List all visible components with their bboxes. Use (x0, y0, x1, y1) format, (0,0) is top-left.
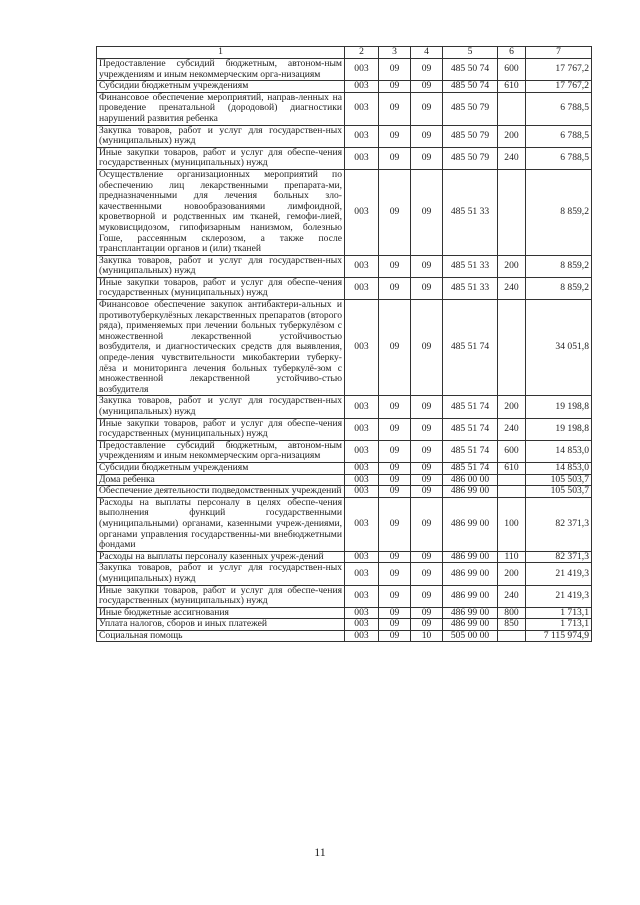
amount-cell: 82 371,3 (526, 497, 592, 551)
subsection-cell: 09 (411, 169, 443, 255)
target-article-cell: 485 50 74 (443, 59, 498, 81)
amount-cell: 14 853,0 (526, 440, 592, 462)
amount-cell: 1 713,1 (526, 607, 592, 619)
row-name-cell: Финансовое обеспечение мероприятий, направ-ленных на проведение пренатальной (дородовой) диагностики нарушений развития ребенка (97, 92, 345, 125)
code-cell: 003 (345, 440, 379, 462)
amount-cell: 17 767,2 (526, 81, 592, 93)
target-article-cell: 485 51 74 (443, 440, 498, 462)
target-article-cell: 485 51 33 (443, 277, 498, 299)
row-name-cell: Дома ребенка (97, 474, 345, 486)
column-number-header: 3 (379, 47, 411, 59)
code-cell: 003 (345, 125, 379, 147)
row-name-cell: Осуществление организационных мероприятий по обеспечению лиц лекарственными препарата-ми, предназначенными для лечения больных зло-качественными новообразованиями лимфоидной, кроветворной и родственных им тканей, гемофи-лией, муковисцидозом, гипофизарным нанизмом, болезнью Гоше, рассеянным склерозом, а также после трансплантации органов и (или) тканей (97, 169, 345, 255)
row-name-cell: Закупка товаров, работ и услуг для государствен-ных (муниципальных) нужд (97, 125, 345, 147)
table-row (97, 619, 592, 631)
section-cell: 09 (379, 619, 411, 631)
subsection-cell: 09 (411, 462, 443, 474)
section-cell: 09 (379, 563, 411, 585)
target-article-cell: 486 99 00 (443, 585, 498, 607)
code-cell: 003 (345, 59, 379, 81)
row-name-cell: Субсидии бюджетным учреждениям (97, 81, 345, 93)
target-article-cell: 485 51 74 (443, 396, 498, 418)
section-cell: 09 (379, 125, 411, 147)
target-article-cell: 485 50 79 (443, 92, 498, 125)
table-row (97, 462, 592, 474)
expense-type-cell: 610 (498, 81, 526, 93)
code-cell: 003 (345, 474, 379, 486)
amount-cell: 105 503,7 (526, 486, 592, 498)
expense-type-cell: 240 (498, 277, 526, 299)
amount-cell: 34 051,8 (526, 300, 592, 396)
table-row (97, 81, 592, 93)
section-cell: 09 (379, 92, 411, 125)
expense-type-cell (498, 169, 526, 255)
row-name-cell: Социальная помощь (97, 630, 345, 642)
code-cell: 003 (345, 630, 379, 642)
code-cell: 003 (345, 92, 379, 125)
subsection-cell: 09 (411, 497, 443, 551)
code-cell: 003 (345, 497, 379, 551)
amount-cell: 17 767,2 (526, 59, 592, 81)
subsection-cell: 09 (411, 255, 443, 277)
section-cell: 09 (379, 81, 411, 93)
table-row (97, 255, 592, 277)
row-name-cell: Предоставление субсидий бюджетным, автоном-ным учреждениям и иным некоммерческим орга-низациям (97, 59, 345, 81)
row-name-cell: Иные закупки товаров, работ и услуг для обеспе-чения государственных (муниципальных) нужд (97, 147, 345, 169)
expense-type-cell: 200 (498, 396, 526, 418)
subsection-cell: 09 (411, 125, 443, 147)
section-cell: 09 (379, 551, 411, 563)
target-article-cell: 486 99 00 (443, 551, 498, 563)
table-row (97, 59, 592, 81)
table-row (97, 551, 592, 563)
budget-table-sheet (96, 46, 591, 642)
target-article-cell: 485 51 33 (443, 255, 498, 277)
table-row (97, 440, 592, 462)
expense-type-cell: 800 (498, 607, 526, 619)
amount-cell: 14 853,0 (526, 462, 592, 474)
expense-type-cell: 100 (498, 497, 526, 551)
target-article-cell: 485 50 74 (443, 81, 498, 93)
column-number-header: 6 (498, 47, 526, 59)
code-cell: 003 (345, 619, 379, 631)
budget-table-body (97, 47, 592, 642)
row-name-cell: Иные закупки товаров, работ и услуг для обеспе-чения государственных (муниципальных) нужд (97, 585, 345, 607)
target-article-cell: 486 99 00 (443, 607, 498, 619)
row-name-cell: Обеспечение деятельности подведомственных учреждений (97, 486, 345, 498)
subsection-cell: 09 (411, 300, 443, 396)
row-name-cell: Расходы на выплаты персоналу казенных учреж-дений (97, 551, 345, 563)
table-row (97, 607, 592, 619)
section-cell: 09 (379, 418, 411, 440)
table-row (97, 125, 592, 147)
row-name-cell: Финансовое обеспечение закупок антибактери-альных и противотуберкулёзных лекарственных препаратов (второго ряда), применяемых при лечении больных туберкулёзом с множественной лекарственной устойчивостью возбудителя, и диагностических средств для выявления, опреде-ления чувствительности микобактерии туберку-лёза и мониторинга лечения больных туберкулё-зом с множественной лекарственной устойчиво-стью возбудителя (97, 300, 345, 396)
section-cell: 09 (379, 497, 411, 551)
section-cell: 09 (379, 440, 411, 462)
amount-cell: 1 713,1 (526, 619, 592, 631)
row-name-cell: Иные закупки товаров, работ и услуг для обеспе-чения государственных (муниципальных) нужд (97, 277, 345, 299)
table-row (97, 563, 592, 585)
code-cell: 003 (345, 462, 379, 474)
amount-cell: 82 371,3 (526, 551, 592, 563)
row-name-cell: Предоставление субсидий бюджетным, автоном-ным учреждениям и иным некоммерческим орга-низациям (97, 440, 345, 462)
section-cell: 09 (379, 474, 411, 486)
expense-type-cell (498, 300, 526, 396)
subsection-cell: 09 (411, 440, 443, 462)
amount-cell: 21 419,3 (526, 585, 592, 607)
target-article-cell: 485 50 79 (443, 147, 498, 169)
expense-type-cell: 600 (498, 59, 526, 81)
section-cell: 09 (379, 585, 411, 607)
section-cell: 09 (379, 169, 411, 255)
amount-cell: 6 788,5 (526, 125, 592, 147)
table-row (97, 474, 592, 486)
column-number-header: 5 (443, 47, 498, 59)
subsection-cell: 09 (411, 474, 443, 486)
amount-cell: 8 859,2 (526, 169, 592, 255)
table-row (97, 169, 592, 255)
section-cell: 09 (379, 607, 411, 619)
column-number-header: 4 (411, 47, 443, 59)
target-article-cell: 485 51 33 (443, 169, 498, 255)
table-row (97, 585, 592, 607)
amount-cell: 8 859,2 (526, 277, 592, 299)
section-cell: 09 (379, 277, 411, 299)
expense-type-cell: 110 (498, 551, 526, 563)
row-name-cell: Иные закупки товаров, работ и услуг для обеспе-чения государственных (муниципальных) нужд (97, 418, 345, 440)
expense-type-cell: 200 (498, 563, 526, 585)
table-row (97, 497, 592, 551)
subsection-cell: 10 (411, 630, 443, 642)
subsection-cell: 09 (411, 585, 443, 607)
row-name-cell: Уплата налогов, сборов и иных платежей (97, 619, 345, 631)
row-name-cell: Закупка товаров, работ и услуг для государствен-ных (муниципальных) нужд (97, 563, 345, 585)
amount-cell: 105 503,7 (526, 474, 592, 486)
expense-type-cell: 200 (498, 125, 526, 147)
amount-cell: 19 198,8 (526, 418, 592, 440)
section-cell: 09 (379, 396, 411, 418)
column-number-header: 7 (526, 47, 592, 59)
subsection-cell: 09 (411, 418, 443, 440)
table-row (97, 92, 592, 125)
target-article-cell: 485 50 79 (443, 125, 498, 147)
expense-type-cell: 200 (498, 255, 526, 277)
row-name-cell: Закупка товаров, работ и услуг для государствен-ных (муниципальных) нужд (97, 255, 345, 277)
amount-cell: 6 788,5 (526, 147, 592, 169)
target-article-cell: 485 51 74 (443, 418, 498, 440)
amount-cell: 8 859,2 (526, 255, 592, 277)
table-row (97, 486, 592, 498)
subsection-cell: 09 (411, 396, 443, 418)
table-row (97, 147, 592, 169)
expense-type-cell: 850 (498, 619, 526, 631)
target-article-cell: 486 99 00 (443, 486, 498, 498)
target-article-cell: 505 00 00 (443, 630, 498, 642)
code-cell: 003 (345, 147, 379, 169)
subsection-cell: 09 (411, 619, 443, 631)
row-name-cell: Закупка товаров, работ и услуг для государствен-ных (муниципальных) нужд (97, 396, 345, 418)
expense-type-cell (498, 474, 526, 486)
code-cell: 003 (345, 81, 379, 93)
subsection-cell: 09 (411, 92, 443, 125)
code-cell: 003 (345, 585, 379, 607)
amount-cell: 21 419,3 (526, 563, 592, 585)
amount-cell: 7 115 974,9 (526, 630, 592, 642)
code-cell: 003 (345, 551, 379, 563)
table-row (97, 300, 592, 396)
subsection-cell: 09 (411, 81, 443, 93)
subsection-cell: 09 (411, 551, 443, 563)
code-cell: 003 (345, 255, 379, 277)
page-number: 11 (314, 845, 326, 859)
section-cell: 09 (379, 255, 411, 277)
target-article-cell: 486 99 00 (443, 497, 498, 551)
table-header-row (97, 47, 592, 59)
table-row (97, 396, 592, 418)
amount-cell: 6 788,5 (526, 92, 592, 125)
subsection-cell: 09 (411, 607, 443, 619)
code-cell: 003 (345, 277, 379, 299)
section-cell: 09 (379, 486, 411, 498)
row-name-cell: Иные бюджетные ассигнования (97, 607, 345, 619)
table-row (97, 630, 592, 642)
subsection-cell: 09 (411, 147, 443, 169)
target-article-cell: 486 99 00 (443, 563, 498, 585)
subsection-cell: 09 (411, 486, 443, 498)
section-cell: 09 (379, 300, 411, 396)
expense-type-cell: 240 (498, 418, 526, 440)
amount-cell: 19 198,8 (526, 396, 592, 418)
target-article-cell: 485 51 74 (443, 300, 498, 396)
subsection-cell: 09 (411, 277, 443, 299)
section-cell: 09 (379, 59, 411, 81)
subsection-cell: 09 (411, 563, 443, 585)
code-cell: 003 (345, 418, 379, 440)
target-article-cell: 486 99 00 (443, 619, 498, 631)
code-cell: 003 (345, 607, 379, 619)
code-cell: 003 (345, 396, 379, 418)
code-cell: 003 (345, 300, 379, 396)
column-number-header: 2 (345, 47, 379, 59)
expense-type-cell: 240 (498, 147, 526, 169)
row-name-cell: Субсидии бюджетным учреждениям (97, 462, 345, 474)
expense-type-cell: 600 (498, 440, 526, 462)
code-cell: 003 (345, 563, 379, 585)
table-row (97, 277, 592, 299)
section-cell: 09 (379, 462, 411, 474)
expense-type-cell: 610 (498, 462, 526, 474)
expense-type-cell (498, 630, 526, 642)
budget-table (96, 46, 592, 642)
code-cell: 003 (345, 169, 379, 255)
expense-type-cell: 240 (498, 585, 526, 607)
expense-type-cell (498, 92, 526, 125)
section-cell: 09 (379, 147, 411, 169)
target-article-cell: 486 00 00 (443, 474, 498, 486)
section-cell: 09 (379, 630, 411, 642)
target-article-cell: 485 51 74 (443, 462, 498, 474)
subsection-cell: 09 (411, 59, 443, 81)
row-name-cell: Расходы на выплаты персоналу в целях обеспе-чения выполнения функций государственными (муниципальными) органами, казенными учреж-дениями, органами управления государственны-ми внебюджетными фондами (97, 497, 345, 551)
code-cell: 003 (345, 486, 379, 498)
expense-type-cell (498, 486, 526, 498)
column-number-header: 1 (97, 47, 345, 59)
table-row (97, 418, 592, 440)
